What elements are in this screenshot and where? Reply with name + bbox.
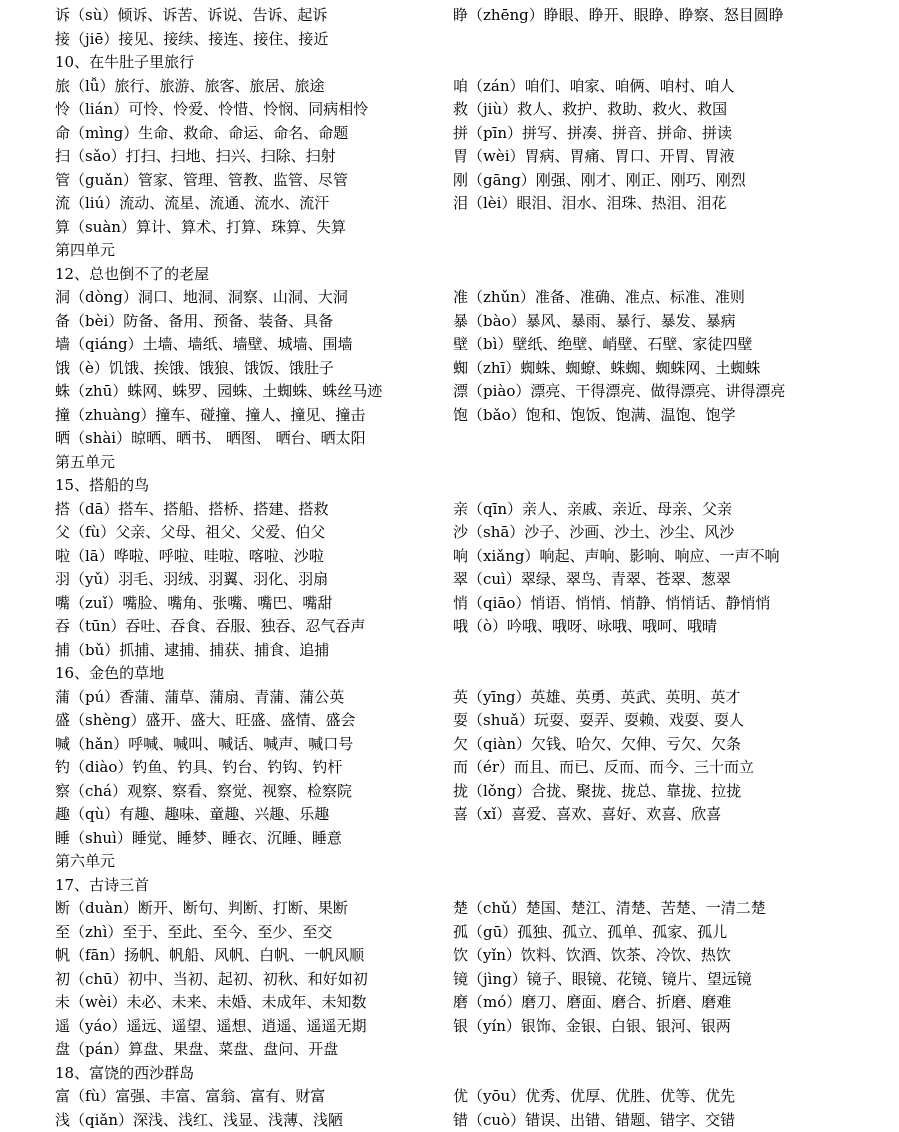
word-entry-left: 管（guǎn）管家、管理、管教、监管、尽管 bbox=[55, 169, 348, 193]
word-entry-left: 旅（lǚ）旅行、旅游、旅客、旅居、旅途 bbox=[55, 75, 324, 99]
word-entry-row bbox=[55, 521, 895, 545]
word-entry-row bbox=[55, 803, 895, 827]
word-entry-left: 啦（lā）哗啦、呼啦、哇啦、喀啦、沙啦 bbox=[55, 545, 324, 569]
word-entry-right: 耍（shuǎ）玩耍、耍弄、耍赖、戏耍、耍人 bbox=[453, 709, 744, 733]
section-heading bbox=[55, 474, 895, 498]
word-entry-right: 拼（pīn）拼写、拼凑、拼音、拼命、拼读 bbox=[453, 122, 732, 146]
word-entry-left: 趣（qù）有趣、趣味、童趣、兴趣、乐趣 bbox=[55, 803, 329, 827]
word-entry-left: 接（jiē）接见、接续、接连、接住、接近 bbox=[55, 28, 328, 52]
word-entry-left: 富（fù）富强、丰富、富翁、富有、财富 bbox=[55, 1085, 325, 1109]
word-entry-row bbox=[55, 404, 895, 428]
word-entry-row bbox=[55, 1015, 895, 1039]
word-entry-left: 初（chū）初中、当初、起初、初秋、和好如初 bbox=[55, 968, 368, 992]
word-entry-right: 蜘（zhī）蜘蛛、蜘蟟、蛛蜘、蜘蛛网、土蜘蛛 bbox=[453, 357, 760, 381]
word-entry-row bbox=[55, 4, 895, 28]
word-entry-row bbox=[55, 122, 895, 146]
word-entry-right: 翠（cuì）翠绿、翠鸟、青翠、苍翠、葱翠 bbox=[453, 568, 731, 592]
word-entry-right: 咱（zán）咱们、咱家、咱俩、咱村、咱人 bbox=[453, 75, 735, 99]
word-entry-left: 流（liú）流动、流星、流通、流水、流汗 bbox=[55, 192, 329, 216]
word-entry-right: 饮（yǐn）饮料、饮酒、饮茶、冷饮、热饮 bbox=[453, 944, 731, 968]
word-entry-row bbox=[55, 897, 895, 921]
word-entry-right: 刚（gāng）刚强、刚才、刚正、刚巧、刚烈 bbox=[453, 169, 746, 193]
word-entry-row bbox=[55, 756, 895, 780]
heading-text: 16、金色的草地 bbox=[55, 662, 164, 686]
word-entry-right: 壁（bì）壁纸、绝壁、峭壁、石壁、家徒四壁 bbox=[453, 333, 752, 357]
word-entry-row bbox=[55, 333, 895, 357]
word-entry-row bbox=[55, 357, 895, 381]
word-entry-row bbox=[55, 827, 895, 851]
word-entry-row bbox=[55, 1038, 895, 1062]
word-entry-left: 钓（diào）钓鱼、钓具、钓台、钓钩、钓杆 bbox=[55, 756, 342, 780]
word-entry-left: 盛（shèng）盛开、盛大、旺盛、盛情、盛会 bbox=[55, 709, 356, 733]
section-heading bbox=[55, 239, 895, 263]
word-entry-left: 吞（tūn）吞吐、吞食、吞服、独吞、忍气吞声 bbox=[55, 615, 365, 639]
word-entry-right: 漂（piào）漂亮、干得漂亮、做得漂亮、讲得漂亮 bbox=[453, 380, 785, 404]
word-list-document bbox=[55, 4, 895, 1132]
heading-text: 18、富饶的西沙群岛 bbox=[55, 1062, 194, 1086]
word-entry-left: 盘（pán）算盘、果盘、菜盘、盘问、开盘 bbox=[55, 1038, 338, 1062]
section-heading bbox=[55, 1062, 895, 1086]
word-entry-row bbox=[55, 380, 895, 404]
word-entry-row bbox=[55, 686, 895, 710]
word-entry-right: 哦（ò）吟哦、哦呀、咏哦、哦呵、哦晴 bbox=[453, 615, 717, 639]
section-heading bbox=[55, 451, 895, 475]
word-entry-right: 泪（lèi）眼泪、泪水、泪珠、热泪、泪花 bbox=[453, 192, 726, 216]
word-entry-row bbox=[55, 615, 895, 639]
word-entry-row bbox=[55, 733, 895, 757]
word-entry-left: 喊（hǎn）呼喊、喊叫、喊话、喊声、喊口号 bbox=[55, 733, 353, 757]
word-entry-row bbox=[55, 709, 895, 733]
word-entry-left: 未（wèi）未必、未来、未婚、未成年、未知数 bbox=[55, 991, 367, 1015]
section-heading bbox=[55, 263, 895, 287]
word-entry-right: 饱（bǎo）饱和、饱饭、饱满、温饱、饱学 bbox=[453, 404, 736, 428]
heading-text: 17、古诗三首 bbox=[55, 874, 149, 898]
word-entry-right: 喜（xǐ）喜爱、喜欢、喜好、欢喜、欣喜 bbox=[453, 803, 721, 827]
word-entry-left: 羽（yǔ）羽毛、羽绒、羽翼、羽化、羽扇 bbox=[55, 568, 328, 592]
word-entry-left: 至（zhì）至于、至此、至今、至少、至交 bbox=[55, 921, 332, 945]
word-entry-right: 而（ér）而且、而已、反而、而今、三十而立 bbox=[453, 756, 754, 780]
word-entry-row bbox=[55, 968, 895, 992]
word-entry-right: 悄（qiāo）悄语、悄悄、悄静、悄悄话、静悄悄 bbox=[453, 592, 770, 616]
word-entry-row bbox=[55, 192, 895, 216]
heading-text: 10、在牛肚子里旅行 bbox=[55, 51, 194, 75]
heading-text: 12、总也倒不了的老屋 bbox=[55, 263, 209, 287]
word-entry-right: 优（yōu）优秀、优厚、优胜、优等、优先 bbox=[453, 1085, 735, 1109]
word-entry-row bbox=[55, 568, 895, 592]
word-entry-left: 撞（zhuàng）撞车、碰撞、撞人、撞见、撞击 bbox=[55, 404, 365, 428]
word-entry-row bbox=[55, 169, 895, 193]
heading-text: 第五单元 bbox=[55, 451, 115, 475]
word-entry-left: 洞（dòng）洞口、地洞、洞察、山洞、大洞 bbox=[55, 286, 348, 310]
word-entry-left: 蛛（zhū）蛛网、蛛罗、园蛛、土蜘蛛、蛛丝马迹 bbox=[55, 380, 382, 404]
word-entry-right: 胃（wèi）胃病、胃痛、胃口、开胃、胃液 bbox=[453, 145, 735, 169]
word-entry-left: 帆（fān）扬帆、帆船、风帆、白帆、一帆风顺 bbox=[55, 944, 364, 968]
word-entry-left: 察（chá）观察、察看、察觉、视察、检察院 bbox=[55, 780, 352, 804]
word-entry-left: 晒（shài）晾晒、晒书、 晒图、 晒台、晒太阳 bbox=[55, 427, 366, 451]
word-entry-row bbox=[55, 780, 895, 804]
word-entry-right: 楚（chǔ）楚国、楚江、清楚、苦楚、一清二楚 bbox=[453, 897, 766, 921]
word-entry-right: 亲（qīn）亲人、亲戚、亲近、母亲、父亲 bbox=[453, 498, 732, 522]
word-entry-row bbox=[55, 286, 895, 310]
word-entry-left: 睡（shuì）睡觉、睡梦、睡衣、沉睡、睡意 bbox=[55, 827, 342, 851]
word-entry-left: 遥（yáo）遥远、遥望、遥想、逍遥、遥遥无期 bbox=[55, 1015, 366, 1039]
word-entry-row bbox=[55, 944, 895, 968]
word-entry-row bbox=[55, 592, 895, 616]
section-heading bbox=[55, 874, 895, 898]
word-entry-left: 父（fù）父亲、父母、祖父、父爱、伯父 bbox=[55, 521, 325, 545]
word-entry-left: 嘴（zuǐ）嘴脸、嘴角、张嘴、嘴巴、嘴甜 bbox=[55, 592, 332, 616]
word-entry-row bbox=[55, 310, 895, 334]
word-entry-row bbox=[55, 639, 895, 663]
word-entry-left: 搭（dā）搭车、搭船、搭桥、搭建、搭救 bbox=[55, 498, 329, 522]
word-entry-right: 睁（zhēng）睁眼、睁开、眼睁、睁察、怒目圆睁 bbox=[453, 4, 784, 28]
section-heading bbox=[55, 51, 895, 75]
word-entry-left: 怜（lián）可怜、怜爱、怜惜、怜悯、同病相怜 bbox=[55, 98, 368, 122]
word-entry-right: 磨（mó）磨刀、磨面、磨合、折磨、磨难 bbox=[453, 991, 731, 1015]
word-entry-row bbox=[55, 75, 895, 99]
word-entry-right: 响（xiǎng）响起、声响、影响、响应、一声不响 bbox=[453, 545, 779, 569]
word-entry-right: 银（yín）银饰、金银、白银、银河、银两 bbox=[453, 1015, 731, 1039]
word-entry-row bbox=[55, 991, 895, 1015]
word-entry-right: 沙（shā）沙子、沙画、沙土、沙尘、风沙 bbox=[453, 521, 734, 545]
word-entry-right: 孤（gū）孤独、孤立、孤单、孤家、孤儿 bbox=[453, 921, 727, 945]
word-entry-right: 欠（qiàn）欠钱、哈欠、欠伸、亏欠、欠条 bbox=[453, 733, 741, 757]
word-entry-row bbox=[55, 498, 895, 522]
word-entry-right: 镜（jìng）镜子、眼镜、花镜、镜片、望远镜 bbox=[453, 968, 752, 992]
word-entry-left: 断（duàn）断开、断句、判断、打断、果断 bbox=[55, 897, 348, 921]
word-entry-row bbox=[55, 28, 895, 52]
word-entry-left: 浅（qiǎn）深浅、浅红、浅显、浅薄、浅陋 bbox=[55, 1109, 343, 1132]
word-entry-left: 捕（bǔ）抓捕、逮捕、捕获、捕食、追捕 bbox=[55, 639, 329, 663]
word-entry-left: 扫（sǎo）打扫、扫地、扫兴、扫除、扫射 bbox=[55, 145, 336, 169]
heading-text: 15、搭船的鸟 bbox=[55, 474, 149, 498]
word-entry-left: 诉（sù）倾诉、诉苦、诉说、告诉、起诉 bbox=[55, 4, 327, 28]
heading-text: 第六单元 bbox=[55, 850, 115, 874]
section-heading bbox=[55, 850, 895, 874]
word-entry-left: 蒲（pú）香蒲、蒲草、蒲扇、青蒲、蒲公英 bbox=[55, 686, 344, 710]
word-entry-row bbox=[55, 921, 895, 945]
word-entry-left: 命（mìng）生命、救命、命运、命名、命题 bbox=[55, 122, 348, 146]
word-entry-left: 饿（è）饥饿、挨饿、饿狼、饿饭、饿肚子 bbox=[55, 357, 334, 381]
word-entry-right: 错（cuò）错误、出错、错题、错字、交错 bbox=[453, 1109, 735, 1132]
word-entry-row bbox=[55, 145, 895, 169]
word-entry-row bbox=[55, 545, 895, 569]
word-entry-row bbox=[55, 427, 895, 451]
word-entry-row bbox=[55, 98, 895, 122]
word-entry-row bbox=[55, 1085, 895, 1109]
heading-text: 第四单元 bbox=[55, 239, 115, 263]
word-entry-right: 拢（lǒng）合拢、聚拢、拢总、靠拢、拉拢 bbox=[453, 780, 741, 804]
word-entry-left: 墙（qiáng）土墙、墙纸、墙壁、城墙、围墙 bbox=[55, 333, 353, 357]
word-entry-row bbox=[55, 216, 895, 240]
word-entry-right: 暴（bào）暴风、暴雨、暴行、暴发、暴病 bbox=[453, 310, 736, 334]
word-entry-right: 英（yīng）英雄、英勇、英武、英明、英才 bbox=[453, 686, 741, 710]
word-entry-left: 备（bèi）防备、备用、预备、装备、具备 bbox=[55, 310, 333, 334]
word-entry-right: 准（zhǔn）准备、准确、准点、标准、准则 bbox=[453, 286, 745, 310]
word-entry-right: 救（jiù）救人、救护、救助、救火、救国 bbox=[453, 98, 727, 122]
section-heading bbox=[55, 662, 895, 686]
word-entry-row bbox=[55, 1109, 895, 1132]
word-entry-left: 算（suàn）算计、算术、打算、珠算、失算 bbox=[55, 216, 346, 240]
